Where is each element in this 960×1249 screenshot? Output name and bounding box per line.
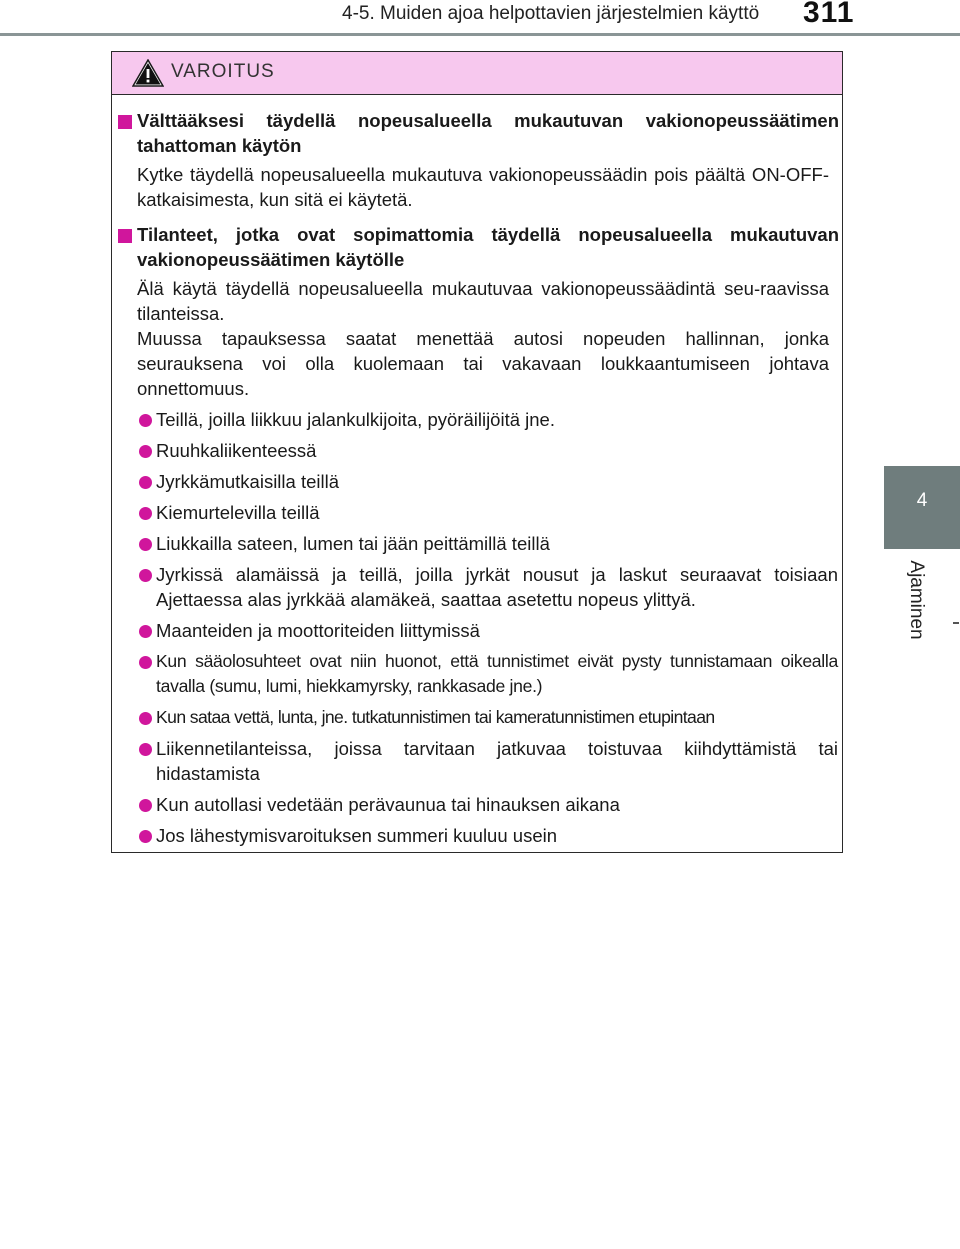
- bullet-dot-icon: [139, 569, 152, 582]
- list-item-text: Kun autollasi vedetään perävaunua tai hinauksen aikana: [156, 794, 620, 815]
- list-item: [112, 823, 842, 848]
- warning-triangle-icon: [132, 59, 164, 87]
- list-item: [112, 438, 842, 463]
- bullet-dot-icon: [139, 743, 152, 756]
- chapter-label-text: Ajaminen: [906, 560, 927, 640]
- list-item: [112, 562, 842, 612]
- section-bullet-square: [118, 229, 132, 243]
- list-item-text: Jos lähestymisvaroituksen summeri kuuluu usein: [156, 825, 558, 846]
- warning-title: VAROITUS: [171, 61, 275, 82]
- chapter-tab: [884, 466, 960, 549]
- chapter-label: [905, 555, 927, 645]
- bullet-dot-icon: [139, 476, 152, 489]
- page-number: 311: [803, 0, 855, 29]
- section-body-text: Muussa tapauksessa saatat menettää autosi nopeuden hallinnan, jonka seurauksena voi olla kuolemaan tai vakavaan loukkaantumiseen johtava onnettomuus.: [137, 328, 829, 399]
- list-item: [112, 531, 842, 556]
- section-heading: Välttääksesi täydellä nopeusalueella mukautuvan vakionopeussäätimen tahattoman käytön: [137, 110, 839, 156]
- list-item-text: Teillä, joilla liikkuu jalankulkijoita, pyöräilijöitä jne.: [156, 409, 555, 430]
- list-item: [112, 792, 842, 817]
- section-bullet-square: [118, 115, 132, 129]
- bullet-dot-icon: [139, 445, 152, 458]
- header-divider: [0, 33, 960, 36]
- list-item-text: Liukkailla sateen, lumen tai jään peittämillä teillä: [156, 533, 550, 554]
- section-heading: Tilanteet, jotka ovat sopimattomia täydellä nopeusalueella mukautuvan vakionopeussäätimen käytölle: [137, 224, 839, 270]
- bullet-dot-icon: [139, 830, 152, 843]
- section-body-text: Älä käytä täydellä nopeusalueella mukautuvaa vakionopeussäädintä seu-raavissa tilanteissa.: [137, 278, 829, 324]
- list-item: [112, 500, 842, 525]
- list-item: [112, 705, 842, 730]
- warning-box: [111, 51, 843, 853]
- list-item-text: Jyrkissä alamäissä ja teillä, joilla jyrkät nousut ja laskut seuraavat toisiaan Ajettaessa alas jyrkkää alamäkeä, saattaa asetettu nopeus ylittyä.: [156, 564, 838, 610]
- bullet-dot-icon: [139, 538, 152, 551]
- list-item: [112, 618, 842, 643]
- list-item-text: Jyrkkämutkaisilla teillä: [156, 471, 339, 492]
- warning-section-unsuitable-situations: [112, 222, 842, 401]
- section-title: 4-5. Muiden ajoa helpottavien järjestelmien käyttö: [342, 3, 760, 24]
- bullet-dot-icon: [139, 656, 152, 669]
- warning-section-unintended-use: [112, 108, 842, 212]
- list-item: [112, 469, 842, 494]
- chapter-number: 4: [916, 490, 928, 511]
- list-item: [112, 649, 842, 699]
- list-item: [112, 736, 842, 786]
- bullet-dot-icon: [139, 799, 152, 812]
- bullet-dot-icon: [139, 712, 152, 725]
- side-tick-mark: [953, 622, 959, 624]
- list-item-text: Kiemurtelevilla teillä: [156, 502, 320, 523]
- bullet-dot-icon: [139, 507, 152, 520]
- list-item-text: Kun sääolosuhteet ovat niin huonot, että tunnistimet eivät pysty tunnistamaan oikealla tavalla (sumu, lumi, hiekkamyrsky, rankkasade jne.): [156, 651, 838, 696]
- list-item-text: Ruuhkaliikenteessä: [156, 440, 317, 461]
- section-body-text: Kytke täydellä nopeusalueella mukautuva vakionopeussäädin pois päältä ON-OFF-katkaisimesta, kun sitä ei käytetä.: [137, 164, 829, 210]
- warning-content: [112, 95, 842, 848]
- bullet-dot-icon: [139, 414, 152, 427]
- warning-header: [112, 52, 842, 95]
- list-item-text: Maanteiden ja moottoriteiden liittymissä: [156, 620, 480, 641]
- list-item: [112, 407, 842, 432]
- list-item-text: Kun sataa vettä, lunta, jne. tutkatunnistimen tai kameratunnistimen etupintaan: [156, 707, 715, 727]
- list-item-text: Liikennetilanteissa, joissa tarvitaan jatkuvaa toistuvaa kiihdyttämistä tai hidastamista: [156, 738, 838, 784]
- unsuitable-situations-list: [112, 407, 842, 848]
- bullet-dot-icon: [139, 625, 152, 638]
